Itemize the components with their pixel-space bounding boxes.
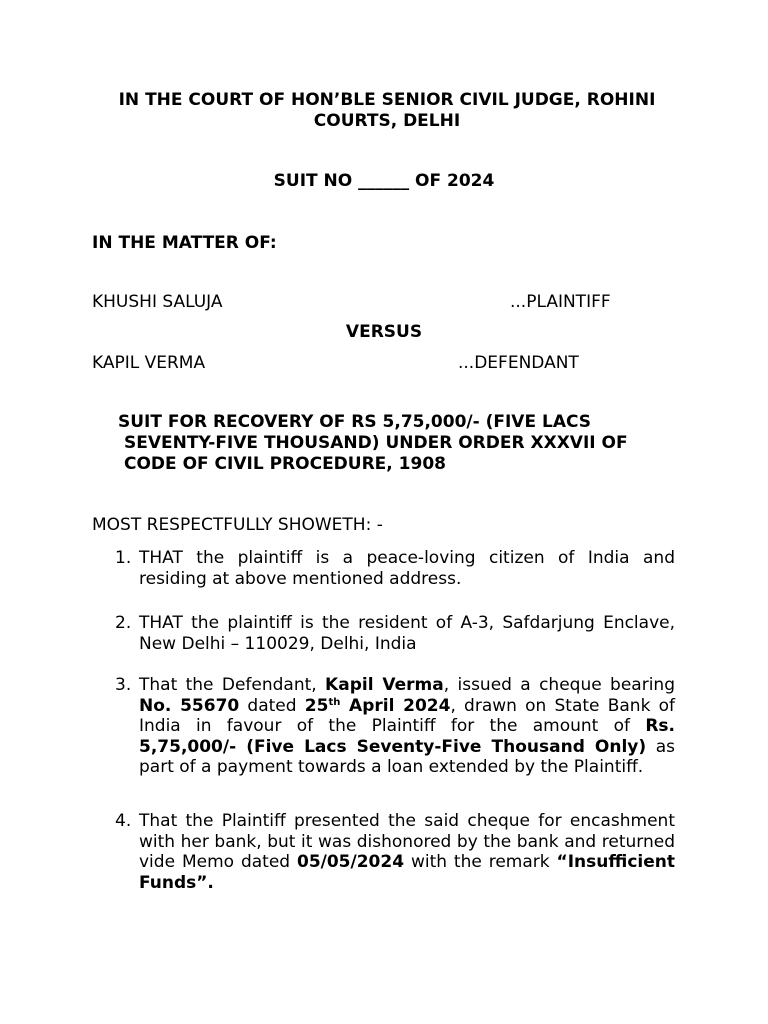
- cheque-date-ordinal: th: [328, 696, 341, 708]
- paragraph-text: [139, 675, 675, 778]
- paragraph-number: 2.: [115, 613, 132, 633]
- cheque-date-month-year: April 2024: [340, 695, 451, 716]
- cheque-number: No. 55670: [139, 695, 240, 716]
- in-the-matter-heading: IN THE MATTER OF:: [92, 233, 277, 253]
- paragraph-number: 4.: [115, 811, 132, 831]
- paragraph-4: [110, 811, 675, 893]
- court-heading: [92, 90, 682, 132]
- paragraph-text: THAT the plaintiff is the resident of A-3, Safdarjung Enclave, New Delhi – 110029, Delhi, India: [139, 613, 675, 654]
- court-heading-line-2: COURTS, DELHI: [313, 111, 461, 131]
- memo-date: 05/05/2024: [296, 852, 405, 872]
- text-run: dated: [239, 695, 305, 716]
- cheque-date-day: 25: [304, 695, 329, 716]
- suit-number: SUIT NO ______ OF 2024: [273, 171, 495, 191]
- defendant-row: [92, 353, 678, 373]
- paragraph-number: 1.: [115, 548, 132, 568]
- court-heading-line-1: IN THE COURT OF HON’BLE SENIOR CIVIL JUDGE, ROHINI: [118, 90, 656, 110]
- paragraph-text: [139, 811, 675, 893]
- text-run: as part of a payment towards a loan extended by the Plaintiff.: [139, 736, 675, 777]
- suit-title: [118, 412, 678, 475]
- paragraph-3: [110, 675, 675, 778]
- showeth-heading: MOST RESPECTFULLY SHOWETH: -: [92, 515, 383, 535]
- text-run: That the Defendant,: [139, 675, 326, 695]
- text-run: , drawn on State Bank of India in favour of the Plaintiff for the amount of: [139, 695, 675, 736]
- paragraph-2: [110, 613, 675, 654]
- dishonor-remark: “Insufficient Funds”.: [139, 852, 675, 893]
- defendant-name: KAPIL VERMA: [92, 353, 206, 373]
- defendant-role: ...DEFENDANT: [458, 353, 579, 373]
- plaintiff-name: KHUSHI SALUJA: [92, 292, 223, 312]
- text-run: That the Plaintiff presented the said cheque for encashment with her bank, but it was dishonored by the bank and returned vide Memo dated: [139, 811, 675, 872]
- text-run: with the remark: [404, 852, 557, 872]
- plaintiff-row: [92, 292, 678, 312]
- suit-title-line-2: SEVENTY-FIVE THOUSAND) UNDER ORDER XXXVII OF: [124, 433, 628, 453]
- versus-label: VERSUS: [345, 322, 423, 342]
- suit-title-line-3: CODE OF CIVIL PROCEDURE, 1908: [124, 454, 446, 474]
- suit-title-line-1: SUIT FOR RECOVERY OF RS 5,75,000/- (FIVE LACS: [118, 412, 592, 432]
- cheque-amount: Rs. 5,75,000/- (Five Lacs Seventy-Five Thousand Only): [139, 716, 675, 757]
- paragraph-number: 3.: [115, 675, 132, 695]
- plaintiff-role: ...PLAINTIFF: [510, 292, 611, 312]
- paragraph-text: THAT the plaintiff is a peace-loving citizen of India and residing at above mentioned address.: [139, 548, 675, 589]
- text-run: , issued a cheque bearing: [443, 675, 675, 695]
- defendant-name-bold: Kapil Verma: [325, 675, 444, 695]
- paragraph-1: [110, 548, 675, 589]
